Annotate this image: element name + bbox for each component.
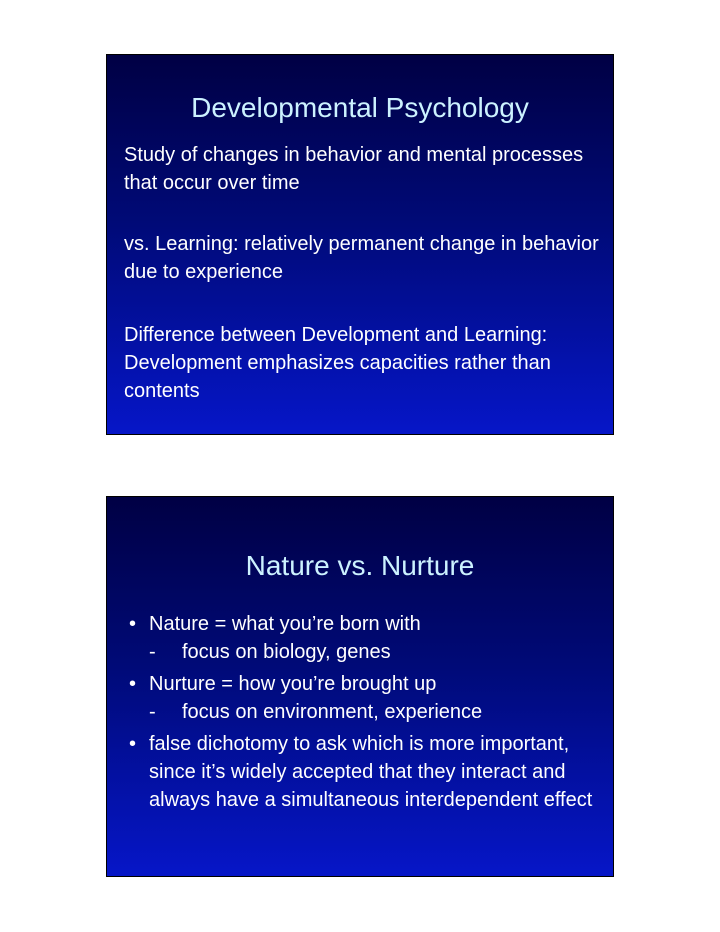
definition-paragraph: Study of changes in behavior and mental processes that occur over time [124,144,584,194]
slide-title: Developmental Psychology [191,92,529,123]
bullet-item-false-dichotomy [127,730,605,814]
bullet-icon: • [129,673,137,695]
dash-icon: - [149,641,156,663]
bullet-text: false dichotomy to ask which is more important, since it’s widely accepted that they interact and always have a simultaneous interdependent effect [149,733,593,811]
bullet-icon: • [129,733,137,755]
sub-item [149,698,605,726]
slide-nature-vs-nurture [106,496,614,877]
slide-developmental-psychology [106,54,614,435]
learning-paragraph: vs. Learning: relatively permanent change in behavior due to experience [124,233,599,283]
dash-icon: - [149,701,156,723]
sub-item [149,638,605,666]
sub-item-text: focus on environment, experience [182,701,483,723]
bullet-item-nurture [127,670,605,726]
difference-paragraph: Difference between Development and Learning: Development emphasizes capacities rather than contents [124,324,551,402]
bullet-text: Nature = what you’re born with [149,613,421,635]
slide-title: Nature vs. Nurture [245,550,475,581]
bullet-text: Nurture = how you’re brought up [149,673,437,695]
bullet-item-nature [127,610,605,666]
bullet-icon: • [129,613,137,635]
sub-item-text: focus on biology, genes [182,641,391,663]
bullet-list [127,610,605,818]
